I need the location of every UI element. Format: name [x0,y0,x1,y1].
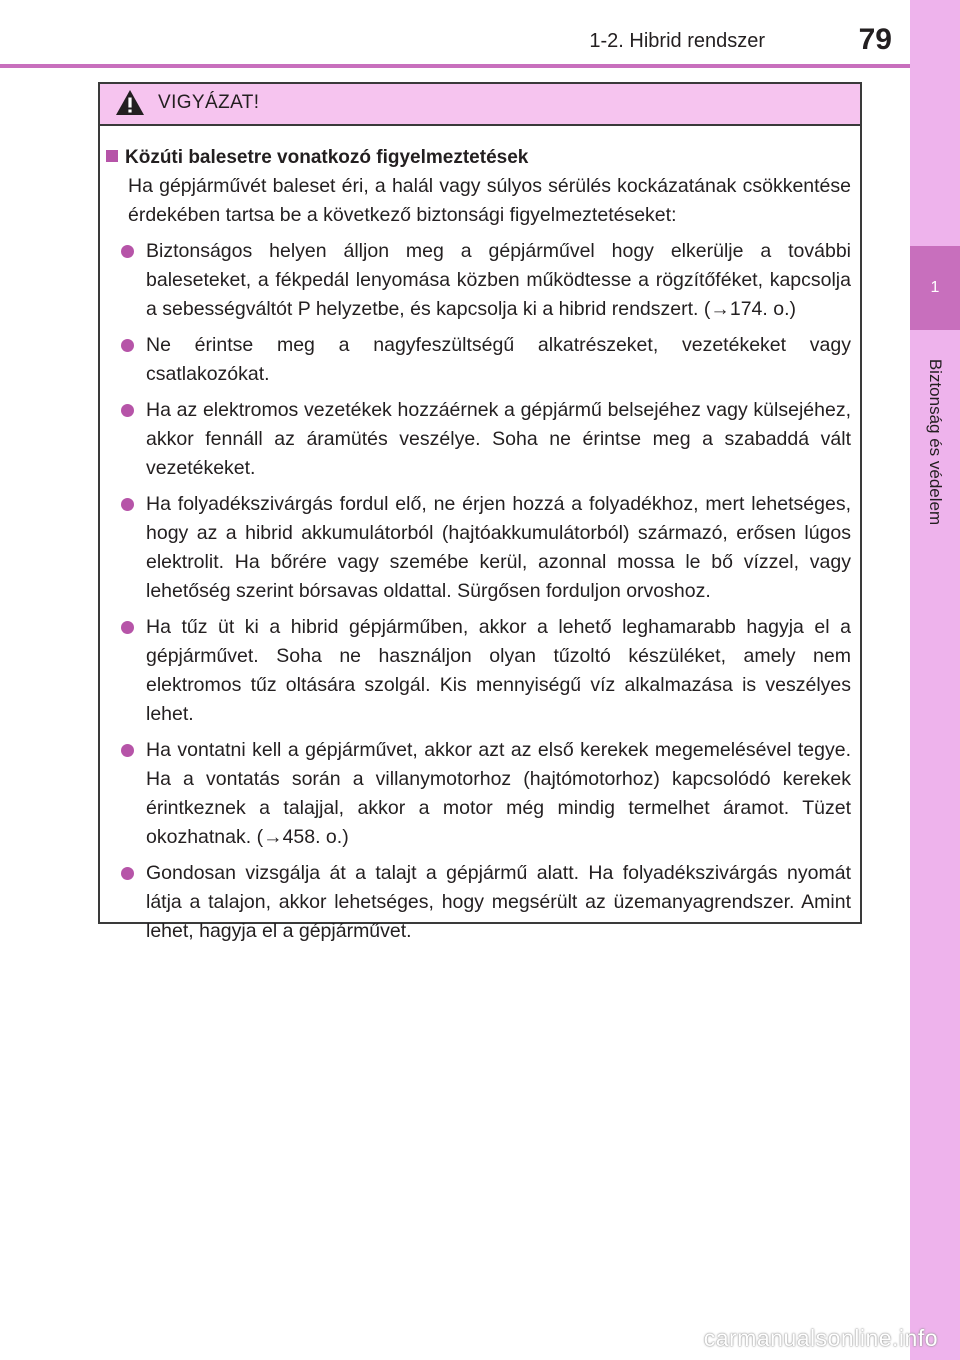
intro-text: Ha gépjárművét baleset éri, a halál vagy súlyos sérülés kockázatának csökkentése érdekében tartsa be a következő biztonsági figyelmeztetéseket: [128,175,851,226]
list-item [106,490,851,606]
list-item [106,736,851,852]
square-bullet-icon [106,150,118,162]
chapter-label: Biztonság és védelem [926,358,945,526]
header-rule [0,64,912,68]
bullet-icon [121,339,134,352]
warning-body [100,126,860,946]
bullet-icon [121,744,134,757]
list-item-text: Ha vontatni kell a gépjárművet, akkor azt az első kerekek megemelésével tegye. Ha a vontatás során a villanymotorhoz (hajtómotorhoz) kapcsolódó kerekek érintkeznek a talajjal, akkor a motor még mindig termelhet áramot. Tüzet okozhatnak. (→458. o.) [146,739,851,848]
bullet-icon [121,245,134,258]
section-title: 1-2. Hibrid rendszer [589,30,765,52]
list-item-text: Gondosan vizsgálja át a talajt a gépjármű alatt. Ha folyadékszivárgás nyomát látja a talajon, akkor lehetséges, hogy megsérült az üzemanyagrendszer. Amint lehet, hagyja el a gépjárművet. [146,862,851,942]
list-item [106,613,851,729]
chapter-number: 1 [930,279,940,296]
bullet-icon [121,621,134,634]
warning-header [100,84,860,126]
chapter-tab [910,246,960,330]
bullet-icon [121,498,134,511]
section-heading [106,143,851,172]
section-heading-text: Közúti balesetre vonatkozó figyelmeztetések [125,147,529,168]
list-item [106,237,851,324]
warning-triangle-icon [115,89,145,116]
list-item [106,396,851,483]
side-tab [910,0,960,1360]
watermark: carmanualsonline.info [703,1325,938,1351]
list-item-text: Ne érintse meg a nagyfeszültségű alkatrészeket, vezetékeket vagy csatlakozókat. [146,334,851,385]
list-item-text: Biztonságos helyen álljon meg a gépjárművel hogy elkerülje a további baleseteket, a fékpedál lenyomása közben működtesse a rögzítőféket, kapcsolja a sebességváltót P helyzetbe, és kapcsolja ki a hibrid rendszert. (→174. o.) [146,240,851,320]
list-item-text: Ha tűz üt ki a hibrid gépjárműben, akkor a lehető leghamarabb hagyja el a gépjárművet. Soha ne használjon olyan tűzoltó készüléket, amely nem elektromos tűz oltására szolgál. Kis mennyiségű víz alkalmazása is veszélyes lehet. [146,616,851,725]
bullet-icon [121,404,134,417]
list-item-text: Ha az elektromos vezetékek hozzáérnek a gépjármű belsejéhez vagy külsejéhez, akkor fennáll az áramütés veszélye. Soha ne érintse meg a szabaddá vált vezetékeket. [146,399,851,479]
warning-title: VIGYÁZAT! [158,92,260,113]
warning-box [98,82,862,942]
list-item-text: Ha folyadékszivárgás fordul elő, ne érjen hozzá a folyadékhoz, mert lehetséges, hogy az a hibrid akkumulátorból (hajtóakkumulátorból) származó, erősen lúgos elektrolit. Ha bőrére vagy szemébe kerül, azonnal mossa le bő vízzel, vagy lehetőség szerint bórsavas oldattal. Sürgősen forduljon orvoshoz. [146,493,851,602]
list-item [106,859,851,946]
bullet-icon [121,867,134,880]
list-item [106,331,851,389]
page-number: 79 [858,23,892,56]
